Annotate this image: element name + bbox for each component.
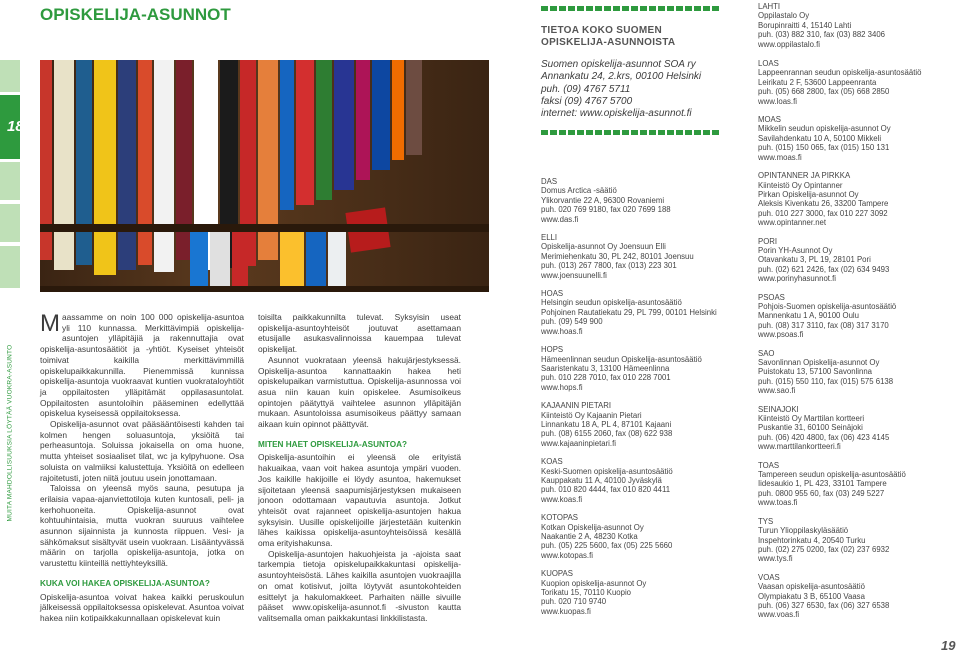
listing-column-b — [758, 2, 954, 620]
website-link[interactable]: www.oppilastalo.fi — [758, 39, 820, 49]
org-contact — [541, 59, 701, 120]
book-spine — [316, 60, 332, 200]
book-spine — [392, 60, 404, 160]
website-link[interactable]: www.kotopas.fi — [541, 550, 594, 560]
listing-opintanner: OPINTANNER JA PIRKKA Kiinteistö Oy Opintanner Pirkan Opiskelija-asunnot Oy Aleksis Kivenkatu 26, 33200 Tampere puh. 010 227 3000, fax 010 227 3092 www.opintanner.net — [758, 171, 954, 227]
website-link[interactable]: www.porinyhasunnot.fi — [758, 274, 837, 284]
listing-seinajoki: SEINAJOKI Kiinteistö Oy Marttilan kortteeri Puskantie 31, 60100 Seinäjoki puh. (06) 420 4800, fax (06) 423 4145 www.marttilankortteeri.fi — [758, 405, 954, 452]
website-link[interactable]: www.kajaaninpietari.fi — [541, 438, 616, 448]
website-link[interactable]: www.tys.fi — [758, 554, 793, 564]
paragraph: Opiskelija-asuntoihin ei yleensä ole erityistä hakuaikaa, vaan voit hakea asuntoja ympäri vuoden. Jos kaikille hakijoille ei löydy asuntoa, hakemukset sijoitetaan yleensä saapumisjärjestyksen mukaiseen jonoon odottamaan vapautuvia asuntoja. Jotkut yhteisöt ovat rajanneet opiskelija-asuntojen hakua syksyisin. Uusille opiskelijoille järjestetään kuitenkin lähes kaikissa opiskelija-asuntoyhteisöissä kesällä oma erityishakunsa. — [258, 452, 461, 549]
listing-hoas: HOAS Helsingin seudun opiskelija-asuntosäätiö Pohjoinen Rautatiekatu 29, PL 799, 00101 Helsinki puh. (09) 549 900 www.hoas.fi — [541, 289, 741, 336]
paragraph: Taloissa on yleensä myös sauna, pesutupa ja erilaisia vapaa-ajanviettotiloja kuten kuntosali, peli- ja kerhohuoneita. Opiskelija-asunnot ovat kohtuuhintaisia, mutta vuokran suuruus vaihtelee asunnon sijainnista ja kunnosta riippuen. Vesi- ja sähkömaksut sisältyvät usein vuokraan. Lisääntyvässä määrin on tarjolla opiskelija-asuntoja, jotka on varustettu kiinteillä nettiyhteyksillä. — [40, 483, 244, 569]
page-title: OPISKELIJA-ASUNNOT — [40, 5, 231, 24]
sidebar-strip-3 — [0, 246, 20, 288]
sidebar-strip-top — [0, 60, 20, 92]
paragraph: aassamme on noin 100 000 opiskelija-asuntoa yli 110 kunnassa. Merkittävimpiä opiskelija-asuntojen ylläpitäjiä ja rakennuttajia ovat opiskelija-asuntosäätiöt ja -yhtiöt. Kyseiset yhteisöt toimivat kaikilla merkittävimmillä opiskelupaikkakunnilla. Pienemmissä kunnissa opiskelija-asuntoja vuokraavat kuntien vuokrataloyhtiöt ja oppilaitosten ylläpitämät oppilasasuntolat. Oppilaitosten asuntoloihin pääseminen edellyttää opiskelua kyseisessä oppilaitoksessa. — [40, 312, 244, 419]
book-spine — [190, 232, 208, 292]
page-number-right: 19 — [941, 638, 956, 653]
book-spine — [76, 60, 92, 265]
subheading: MITEN HAET OPISKELIJA-ASUNTOA? — [258, 439, 408, 449]
listing-kuopas: KUOPAS Kuopion opiskelija-asunnot Oy Torikatu 15, 70110 Kuopio puh. 020 710 9740 www.kuopas.fi — [541, 569, 741, 616]
book-spine — [372, 60, 390, 170]
listing-hops: HOPS Hämeenlinnan seudun Opiskelija-asuntosäätiö Saaristenkatu 3, 13100 Hämeenlinna puh. 010 228 7010, fax 010 228 7001 www.hops.fi — [541, 345, 741, 392]
article-column-1 — [40, 312, 244, 624]
org-contact-line: Annankatu 24, 2.krs, 00100 Helsinki — [541, 71, 702, 83]
listing-psoas: PSOAS Pohjois-Suomen opiskelija-asuntosäätiö Mannenkatu 1 A, 90100 Oulu puh. (08) 317 3110, fax (08) 317 3170 www.psoas.fi — [758, 293, 954, 340]
org-heading — [541, 25, 675, 49]
paragraph: Opiskelija-asuntojen hakuohjeista ja -ajoista saat tarkempia tietoja opiskelupaikkakuntasi opiskelija-asuntoyhteisöstä. Lähes kaikilla asuntojen vuokraajilla on omat kotisivut, joilta löytyvät asuntokohteiden esittelyt ja hakulomakkeet. Parhaiten näille sivuille pääset www.opiskelija-asunnot.fi -sivuston kautta valitsemalla oman paikkakuntasi linkkilistasta. — [258, 548, 461, 623]
book-spine — [118, 60, 136, 270]
listing-toas: TOAS Tampereen seudun opiskelija-asuntosäätiö Iidesaukio 1, PL 423, 33101 Tampere puh. 0800 955 60, fax (03) 249 5227 www.toas.fi — [758, 461, 954, 508]
listing-column-a — [541, 177, 741, 616]
website-link[interactable]: www.opintanner.net — [758, 218, 827, 228]
listing-tys: TYS Turun Ylioppilaskyläsäätiö Inspehtorinkatu 4, 20540 Turku puh. (02) 275 0200, fax (02) 237 6932 www.tys.fi — [758, 517, 954, 564]
book-spine — [232, 232, 248, 292]
paragraph: Opiskelija-asuntoa voivat hakea kaikki peruskoulun jälkeisessä oppilaitoksessa opiskelevat. Asuntoa voivat hakea niin kotipaikkakunnallaan opiskelevat kuin — [40, 591, 244, 623]
sidebar-strip-2 — [0, 204, 20, 242]
org-contact-line: Suomen opiskelija-asunnot SOA ry — [541, 59, 696, 70]
book-spine — [154, 60, 174, 272]
org-heading-line: OPISKELIJA-ASUNNOISTA — [541, 37, 676, 48]
listing-loas: LOAS Lappeenrannan seudun opiskelija-asuntosäätiö Leirikatu 2 F, 53600 Lappeenranta puh. (05) 668 2800, fax (05) 668 2850 www.loas.fi — [758, 59, 954, 106]
org-heading-line: TIETOA KOKO SUOMEN — [541, 25, 662, 36]
listing-voas: VOAS Vaasan opiskelija-asuntosäätiö Olympiakatu 3 B, 65100 Vaasa puh. (06) 327 6530, fax (06) 327 6538 www.voas.fi — [758, 573, 954, 620]
bookshelf-photo — [40, 60, 489, 292]
listing-elli: ELLI Opiskelija-asunnot Oy Joensuun Elli Merimiehenkatu 30, PL 242, 80101 Joensuu puh. (013) 267 7800, fax (013) 223 301 www.joensuunelli.fi — [541, 233, 741, 280]
paragraph: Opiskelija-asunnot ovat pääsääntöisesti kahden tai kolmen hengen soluasuntoja, yksiöitä tai perheasuntoja. Soluissa jokaisella on oma huone, mutta yhteiset sosiaaliset tilat, wc ja kylpyhuone. Osa soluista on valmiiksi kalustettuja. Yksiöitä on edelleen rajoitetusti, joten niitä joutuu usein jonottamaan. — [40, 419, 244, 483]
website-link[interactable]: www.loas.fi — [758, 96, 797, 106]
book-spine — [296, 60, 314, 205]
website-link[interactable]: www.kuopas.fi — [541, 606, 591, 616]
book-spine — [280, 232, 304, 292]
listing-lahti: LAHTI Oppilastalo Oy Borupinraitti 4, 15140 Lahti puh. (03) 882 310, fax (03) 882 3406 www.oppilastalo.fi — [758, 2, 954, 49]
dash-divider-top — [541, 6, 719, 11]
article-column-2 — [258, 312, 461, 624]
book-spine — [334, 60, 354, 190]
website-link[interactable]: www.sao.fi — [758, 386, 796, 396]
listing-kajaanin-pietari: KAJAANIN PIETARI Kiinteistö Oy Kajaanin Pietari Linnankatu 18 A, PL 4, 87101 Kajaani puh. (08) 6155 2060, fax (08) 622 938 www.kajaaninpietari.fi — [541, 401, 741, 448]
listing-sao: SAO Savonlinnan Opiskelija-asunnot Oy Puistokatu 13, 57100 Savonlinna puh. (015) 550 110, fax (015) 575 6138 www.sao.fi — [758, 349, 954, 396]
website-link[interactable]: www.hoas.fi — [541, 326, 583, 336]
website-link[interactable]: www.das.fi — [541, 214, 579, 224]
org-contact-line: internet: www.opiskelija-asunnot.fi — [541, 108, 692, 120]
sidebar-strip-1 — [0, 162, 20, 200]
listing-kotopas: KOTOPAS Kotkan Opiskelija-asunnot Oy Naakantie 2 A, 48230 Kotka puh. (05) 225 5600, fax (05) 225 5660 www.kotopas.fi — [541, 513, 741, 560]
book-spine — [210, 232, 230, 292]
vertical-section-label: MUITA MAHDOLLISUUKSIA LÖYTÄÄ VUOKRA-ASUNTO — [6, 344, 14, 522]
listing-das: DAS Domus Arctica -säätiö Ylikorvantie 22 A, 96300 Rovaniemi puh. 020 769 9180, fax 020 7699 188 www.das.fi — [541, 177, 741, 224]
paragraph: toisilta paikkakunnilta tulevat. Syksyisin useat opiskelija-asuntoyhteisöt joutuvat asettamaan etusijalle asukasvalinnoissa kauempaa tulevat opiskelijat. — [258, 312, 461, 355]
listing-koas: KOAS Keski-Suomen opiskelija-asuntosäätiö Kauppakatu 11 A, 40100 Jyväskylä puh. 010 820 4444, fax 010 820 4411 www.koas.fi — [541, 457, 741, 504]
website-link[interactable]: www.joensuunelli.fi — [541, 270, 607, 280]
listing-moas: MOAS Mikkelin seudun opiskelija-asunnot Oy Savilahdenkatu 10 A, 50100 Mikkeli puh. (015) 150 065, fax (015) 150 131 www.moas.fi — [758, 115, 954, 162]
shelf-board — [40, 224, 489, 232]
book-spine — [356, 60, 370, 180]
book-spine — [138, 60, 152, 265]
website-link[interactable]: www.voas.fi — [758, 610, 800, 620]
org-contact-line: faksi (09) 4767 5700 — [541, 95, 633, 107]
listing-pori: PORI Porin YH-Asunnot Oy Otavankatu 3, PL 19, 28101 Pori puh. (02) 621 2426, fax (02) 634 9493 www.porinyhasunnot.fi — [758, 237, 954, 284]
book-spine — [406, 60, 422, 155]
website-link[interactable]: www.marttilankortteeri.fi — [758, 442, 841, 452]
website-link[interactable]: www.hops.fi — [541, 382, 583, 392]
book-spine — [280, 60, 294, 210]
book-spine — [328, 232, 346, 292]
paragraph: Asunnot vuokrataan yleensä hakujärjestyksessä. Opiskelija-asuntoa kannattaakin hakea heti opiskelupaikan varmistuttua. Opiskelija-asunnossa voi asua niin kauan kuin opiskelee. Asumisoikeus opintojen päätyttyä vaihtelee asunnon ylläpitäjän mukaan. Asuntoloissa asumisoikeus päättyy samaan aikaan kuin opinnot päättyvät. — [258, 354, 461, 430]
book-spine — [306, 232, 326, 292]
book-spine — [94, 60, 116, 275]
website-link[interactable]: www.psoas.fi — [758, 330, 804, 340]
website-link[interactable]: www.koas.fi — [541, 494, 583, 504]
website-link[interactable]: www.toas.fi — [758, 498, 798, 508]
org-contact-line: puh. (09) 4767 5711 — [541, 83, 631, 95]
page-number-left: 18 — [7, 118, 24, 135]
website-link[interactable]: www.moas.fi — [758, 152, 802, 162]
subheading: KUKA VOI HAKEA OPISKELIJA-ASUNTOA? — [40, 578, 210, 588]
dropcap: M — [40, 310, 60, 337]
book-spine — [54, 60, 74, 270]
shelf-board-bottom — [40, 286, 489, 292]
dash-divider-bottom — [541, 130, 719, 135]
